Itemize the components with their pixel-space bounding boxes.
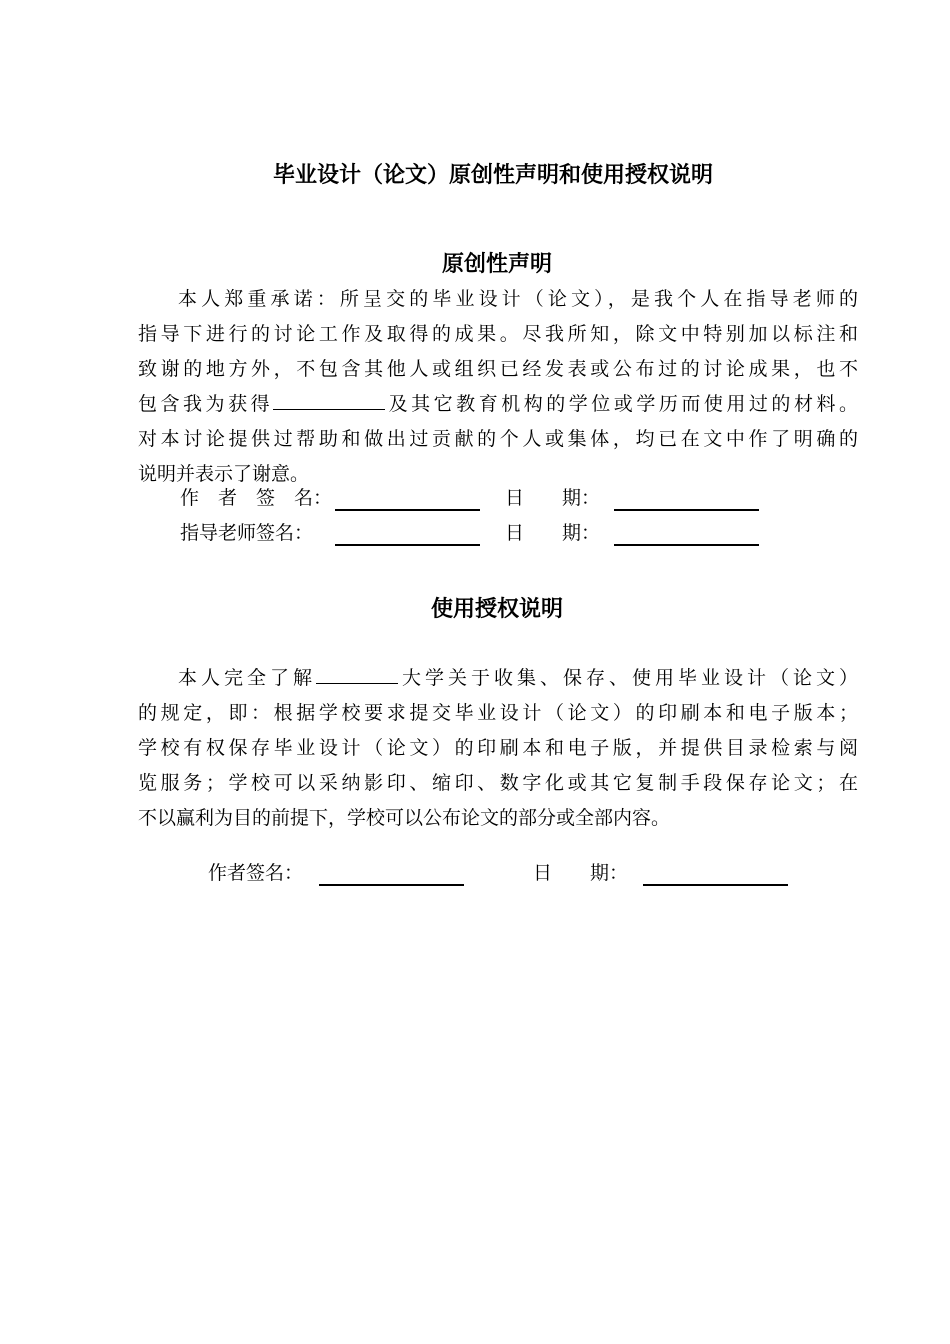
originality-statement <box>138 282 858 492</box>
degree-name-blank[interactable] <box>273 389 385 410</box>
originality-line-6: 说明并表示了谢意。 <box>138 463 310 485</box>
date-line-2[interactable] <box>614 544 759 546</box>
authorization-line-1 <box>138 661 858 696</box>
date-label-3: 日 期： <box>533 862 629 884</box>
authorization-heading: 使用授权说明 <box>430 597 563 622</box>
date-label-1: 日 期： <box>505 487 601 509</box>
originality-line-1: 本人郑重承诺：所呈交的毕业设计（论文），是我个人在指导老师的 <box>178 288 858 310</box>
originality-line-3: 致谢的地方外，不包含其他人或组织已经发表或公布过的讨论成果，也不 <box>138 358 858 380</box>
authorization-line-5: 不以赢利为目的前提下，学校可以公布论文的部分或全部内容。 <box>138 807 671 829</box>
authorization-line-1-start: 本人完全了解 <box>178 667 316 689</box>
advisor-sign-line[interactable] <box>335 544 480 546</box>
originality-line-4-end: 及其它教育机构的学位或学历而使用过的材料。 <box>385 393 858 415</box>
authorization-line-3: 学校有权保存毕业设计（论文）的印刷本和电子版，并提供目录检索与阅 <box>138 737 858 759</box>
date-line-1[interactable] <box>614 509 759 511</box>
advisor-sign-label: 指导老师签名： <box>180 522 314 544</box>
originality-heading: 原创性声明 <box>441 252 552 277</box>
author-sign-label: 作 者 签 名： <box>180 487 333 509</box>
authorization-line-4: 览服务；学校可以采纳影印、缩印、数字化或其它复制手段保存论文；在 <box>138 772 858 794</box>
date-label-2: 日 期： <box>505 522 601 544</box>
advisor-signature-row <box>0 518 950 550</box>
authorization-statement <box>138 661 858 836</box>
author-signature-row <box>0 483 950 515</box>
author-sign-label-2: 作者签名： <box>208 862 304 884</box>
authorization-line-2: 的规定，即：根据学校要求提交毕业设计（论文）的印刷本和电子版本； <box>138 702 858 724</box>
originality-line-4 <box>138 387 858 422</box>
university-name-blank[interactable] <box>316 663 398 684</box>
authorization-line-1-end: 大学关于收集、保存、使用毕业设计（论文） <box>398 667 858 689</box>
date-line-3[interactable] <box>643 884 788 886</box>
author-sign-line-2[interactable] <box>319 884 464 886</box>
author-sign-line[interactable] <box>335 509 480 511</box>
document-title: 毕业设计（论文）原创性声明和使用授权说明 <box>272 163 713 188</box>
authorization-signature-row <box>0 858 950 890</box>
originality-line-2: 指导下进行的讨论工作及取得的成果。尽我所知，除文中特别加以标注和 <box>138 323 858 345</box>
originality-line-5: 对本讨论提供过帮助和做出过贡献的个人或集体，均已在文中作了明确的 <box>138 428 858 450</box>
originality-line-4-start: 包含我为获得 <box>138 393 274 415</box>
